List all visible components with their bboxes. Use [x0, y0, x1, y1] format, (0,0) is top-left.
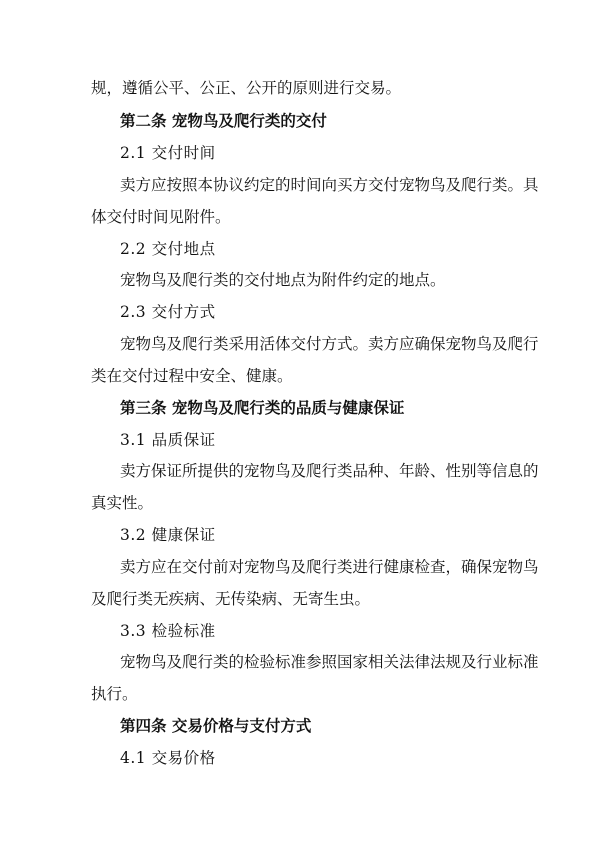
section-heading: 2.1 交付时间	[120, 144, 216, 162]
body-text-line: 卖方保证所提供的宠物鸟及爬行类品种、年龄、性别等信息的	[120, 462, 539, 480]
section-heading: 3.3 检验标准	[120, 622, 216, 640]
body-text-line: 卖方应在交付前对宠物鸟及爬行类进行健康检查，确保宠物鸟	[120, 558, 539, 576]
article-heading: 第三条 宠物鸟及爬行类的品质与健康保证	[120, 399, 405, 417]
section-heading: 2.3 交付方式	[120, 303, 216, 321]
body-text-line: 卖方应按照本协议约定的时间向买方交付宠物鸟及爬行类。具	[120, 176, 539, 194]
section-heading: 3.1 品质保证	[120, 431, 216, 449]
body-text-line: 及爬行类无疾病、无传染病、无寄生虫。	[91, 590, 371, 608]
body-text-line: 宠物鸟及爬行类的检验标准参照国家相关法律法规及行业标准	[120, 653, 539, 671]
article-heading: 第四条 交易价格与支付方式	[120, 717, 312, 735]
body-text-line: 执行。	[91, 685, 138, 703]
section-heading: 2.2 交付地点	[120, 240, 216, 258]
article-heading: 第二条 宠物鸟及爬行类的交付	[120, 112, 327, 130]
body-text-line: 宠物鸟及爬行类采用活体交付方式。卖方应确保宠物鸟及爬行	[120, 335, 539, 353]
body-text-line: 宠物鸟及爬行类的交付地点为附件约定的地点。	[120, 271, 446, 289]
section-heading: 3.2 健康保证	[120, 526, 216, 544]
section-heading: 4.1 交易价格	[120, 749, 216, 767]
body-text-line: 规，遵循公平、公正、公开的原则进行交易。	[91, 79, 402, 97]
body-text-line: 体交付时间见附件。	[91, 208, 231, 226]
body-text-line: 真实性。	[91, 494, 154, 512]
body-text-line: 类在交付过程中安全、健康。	[91, 367, 293, 385]
